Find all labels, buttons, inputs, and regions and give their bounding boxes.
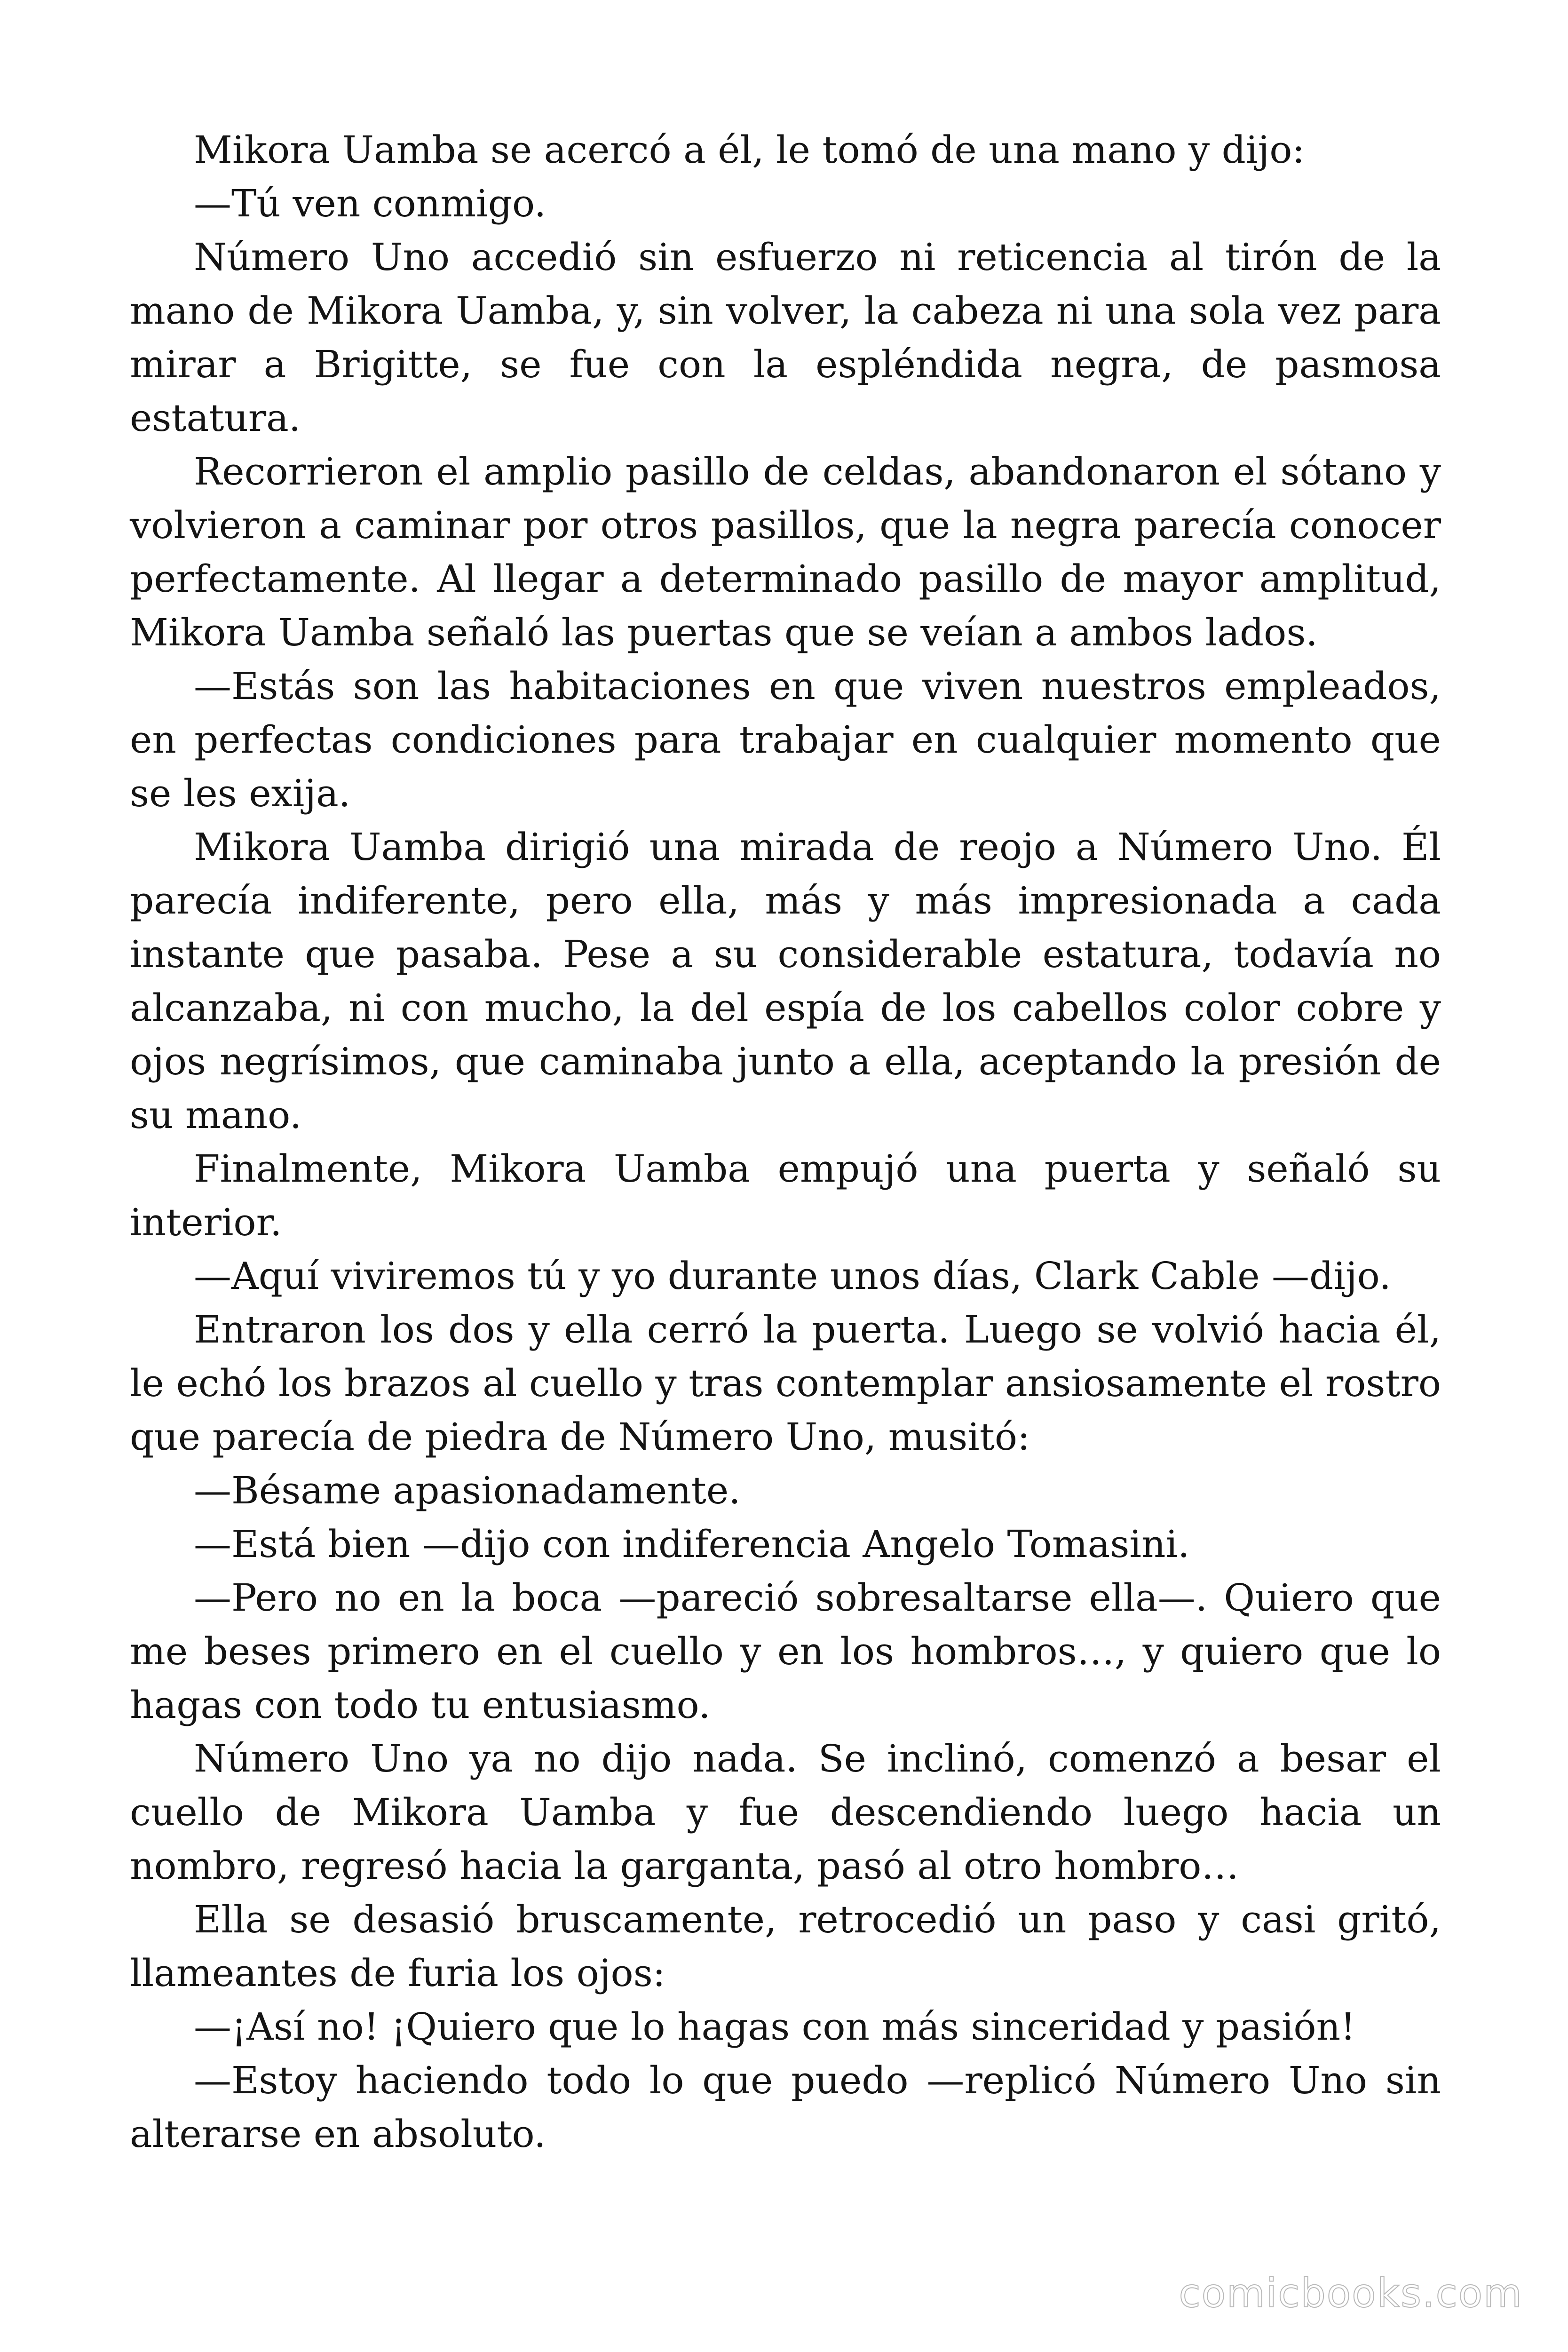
paragraph: —Está bien —dijo con indiferencia Angelo Tomasini. [194,1522,1190,1566]
paragraph: —¡Así no! ¡Quiero que lo hagas con más sinceridad y pasión! [194,2005,1356,2049]
paragraph: Entraron los dos y ella cerró la puerta. Luego se volvió hacia él, le echó los brazos al cuello y tras contemplar ansiosamente el rostro que parecía de piedra de Número Uno, musitó: [130,1308,1441,1459]
paragraph: Recorrieron el amplio pasillo de celdas, abandonaron el sótano y volvieron a caminar por otros pasillos, que la negra parecía conocer perfectamente. Al llegar a determinado pasillo de mayor amplitud, Mikora Uamba señaló las puertas que se veían a ambos lados. [130,450,1441,654]
paragraph: Número Uno accedió sin esfuerzo ni reticencia al tirón de la mano de Mikora Uamba, y, sin volver, la cabeza ni una sola vez para mirar a Brigitte, se fue con la espléndida negra, de pasmosa estatura. [130,235,1441,440]
paragraph: —Aquí viviremos tú y yo durante unos días, Clark Cable —dijo. [194,1254,1391,1298]
watermark: comicbooks.com [1179,2270,1523,2316]
paragraph: —Estás son las habitaciones en que viven nuestros empleados, en perfectas condiciones para trabajar en cualquier momento que se les exija. [130,664,1441,815]
paragraph: Mikora Uamba dirigió una mirada de reojo a Número Uno. Él parecía indiferente, pero ella, más y más impresionada a cada instante que pasaba. Pese a su considerable estatura, todavía no alcanzaba, ni con mucho, la del espía de los cabellos color cobre y ojos negrísimos, que caminaba junto a ella, aceptando la presión de su mano. [130,825,1441,1137]
paragraph: Ella se desasió bruscamente, retrocedió un paso y casi gritó, llameantes de furia los ojos: [130,1898,1441,1995]
page-body [130,123,1441,2161]
paragraph: Número Uno ya no dijo nada. Se inclinó, comenzó a besar el cuello de Mikora Uamba y fue descendiendo luego hacia un nombro, regresó hacia la garganta, pasó al otro hombro… [130,1737,1441,1888]
paragraph: —Estoy haciendo todo lo que puedo —replicó Número Uno sin alterarse en absoluto. [130,2058,1441,2156]
paragraph: —Pero no en la boca —pareció sobresaltarse ella—. Quiero que me beses primero en el cuello y en los hombros…, y quiero que lo hagas con todo tu entusiasmo. [130,1576,1441,1727]
paragraph: Mikora Uamba se acercó a él, le tomó de una mano y dijo: [194,128,1305,172]
paragraph: —Bésame apasionadamente. [194,1469,741,1512]
paragraph: —Tú ven conmigo. [194,182,546,225]
paragraph: Finalmente, Mikora Uamba empujó una puerta y señaló su interior. [130,1147,1441,1244]
